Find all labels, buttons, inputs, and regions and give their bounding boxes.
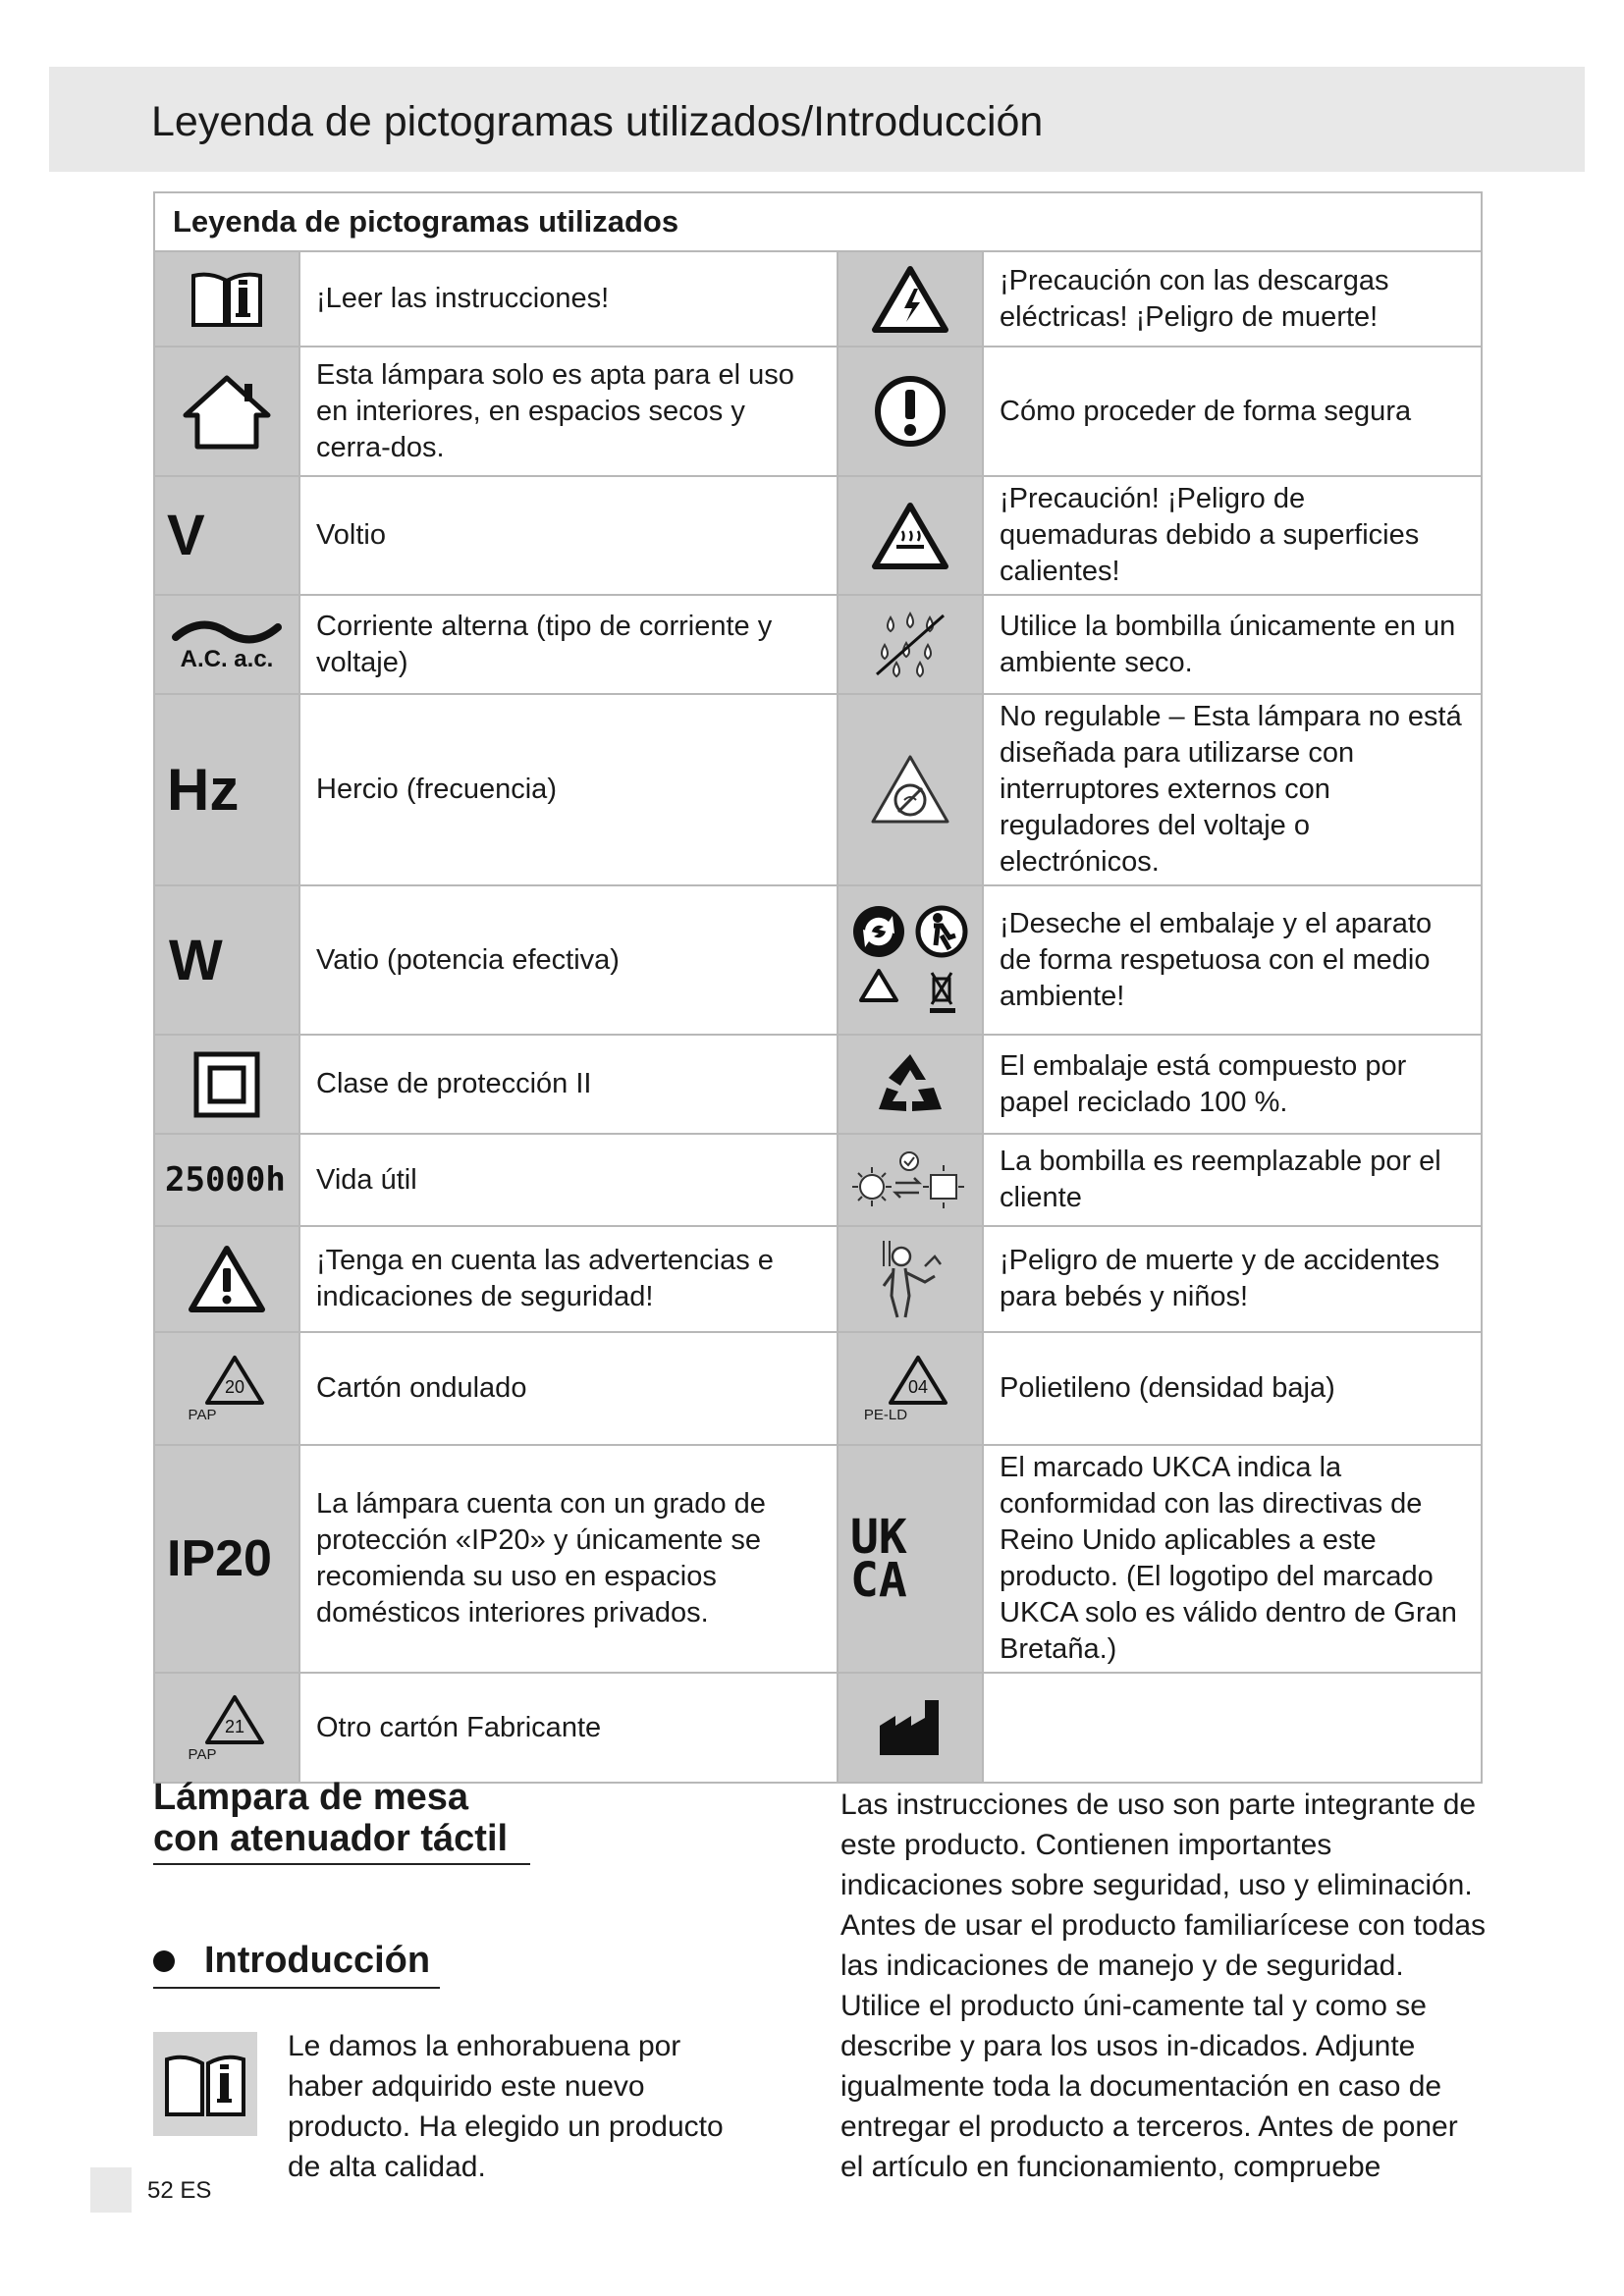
volt-glyph: V (167, 504, 205, 567)
legend-row (154, 1332, 1482, 1445)
legend-row (154, 1134, 1482, 1226)
intro-heading: Introducción (204, 1940, 431, 1981)
legend-text: Polietileno (densidad baja) (983, 1332, 1482, 1445)
legend-row (154, 1673, 1482, 1783)
legend-row (154, 1035, 1482, 1134)
exclamation-circle-icon (838, 347, 983, 476)
bullet-icon (153, 1950, 175, 1972)
lifetime-icon (154, 1134, 299, 1226)
legend-text: Corriente alterna (tipo de corriente y voltaje) (299, 595, 838, 694)
right-column-text: Las instrucciones de uso son parte integrante de este producto. Contienen importantes indicaciones sobre seguridad, uso y eliminación. Antes de usar el producto familiarícese con todas las indicaciones de manejo y de seguridad. Utilice el producto úni-camente tal y como se describe y para los usos in-dicados. Adjunte igualmente toda la documentación en caso de entregar el producto a terceros. Antes de poner el artículo en funcionamiento, compruebe (840, 1789, 1487, 2183)
recycle-04-peld-icon (838, 1332, 983, 1445)
legend-row (154, 694, 1482, 885)
legend-text: El embalaje está compuesto por papel reciclado 100 %. (983, 1035, 1482, 1134)
legend-row (154, 1445, 1482, 1673)
legend-row (154, 251, 1482, 347)
legend-text: Clase de protección II (299, 1035, 838, 1134)
legend-row (154, 347, 1482, 476)
legend-text: Utilice la bombilla únicamente en un ambiente seco. (983, 595, 1482, 694)
legend-text: Vida útil (299, 1134, 838, 1226)
legend-text: ¡Peligro de muerte y de accidentes para bebés y niños! (983, 1226, 1482, 1332)
page-number-value: 52 (147, 2177, 174, 2204)
dry-environment-icon (838, 595, 983, 694)
ukca-mark-icon (838, 1445, 983, 1673)
page-number (147, 2177, 211, 2205)
read-instructions-icon (153, 2032, 257, 2136)
product-title-line1: Lámpara de mesa (153, 1777, 469, 1818)
legend-row (154, 476, 1482, 595)
legend-text: Otro cartón Fabricante (299, 1673, 838, 1783)
legend-row (154, 885, 1482, 1035)
ukca-ca: CA (850, 1553, 907, 1608)
recycle-code: 04 (907, 1377, 929, 1397)
child-danger-icon (838, 1226, 983, 1332)
recycle-material: PE-LD (863, 1407, 908, 1423)
volt-icon (154, 476, 299, 595)
recycled-paper-icon (838, 1035, 983, 1134)
page-title: Leyenda de pictogramas utilizados/Introducción (151, 98, 1044, 145)
legend-row (154, 595, 1482, 694)
manufacturer-icon (838, 1673, 983, 1783)
lifetime-glyph: 25000h (165, 1160, 286, 1200)
ip20-glyph: IP20 (167, 1530, 272, 1587)
legend-text: ¡Precaución! ¡Peligro de quemaduras debido a superficies calientes! (983, 476, 1482, 595)
legend-text: ¡Deseche el embalaje y el aparato de forma respetuosa con el medio ambiente! (983, 885, 1482, 1035)
recycle-material: PAP (188, 1745, 217, 1763)
electric-shock-warning-icon (838, 251, 983, 347)
legend-text: ¡Precaución con las descargas eléctricas! ¡Peligro de muerte! (983, 251, 1482, 347)
legend-text: Voltio (299, 476, 838, 595)
watt-icon (154, 885, 299, 1035)
indoor-house-icon (154, 347, 299, 476)
legend-text: La bombilla es reemplazable por el cliente (983, 1134, 1482, 1226)
page-language: ES (180, 2177, 212, 2204)
recycle-20-pap-icon (154, 1332, 299, 1445)
legend-text: Cartón ondulado (299, 1332, 838, 1445)
ac-glyph: A.C. a.c. (180, 645, 274, 672)
not-dimmable-icon (838, 694, 983, 885)
legend-text: Cómo proceder de forma segura (983, 347, 1482, 476)
legend-text: No regulable – Esta lámpara no está diseñada para utilizarse con interruptores externos con reguladores del voltaje o electrónicos. (983, 694, 1482, 885)
legend-text: Esta lámpara solo es apta para el uso en interiores, en espacios secos y cerra-dos. (299, 347, 838, 476)
header-band (49, 67, 1585, 172)
warning-triangle-icon (154, 1226, 299, 1332)
protection-class-ii-icon (154, 1035, 299, 1134)
legend-text: El marcado UKCA indica la conformidad con las directivas de Reino Unido aplicables a este producto. (El logotipo del marcado UKCA solo es válido dentro de Gran Bretaña.) (983, 1445, 1482, 1673)
product-title-underline (153, 1863, 530, 1865)
recycle-material: PAP (188, 1407, 217, 1423)
alternating-current-icon (154, 595, 299, 694)
recycle-21-pap-icon (154, 1673, 299, 1783)
legend-title: Leyenda de pictogramas utilizados (154, 192, 1482, 251)
watt-glyph: W (169, 928, 223, 992)
product-title (153, 1777, 508, 1859)
intro-text: Le damos la enhorabuena por haber adquirido este nuevo producto. Ha elegido un producto de alta calidad. (288, 2030, 724, 2183)
hot-surface-warning-icon (838, 476, 983, 595)
legend-row (154, 1226, 1482, 1332)
page-marker (90, 2167, 132, 2213)
pictogram-legend-table (153, 191, 1483, 1784)
legend-text: ¡Tenga en cuenta las advertencias e indicaciones de seguridad! (299, 1226, 838, 1332)
product-title-line2: con atenuador táctil (153, 1818, 509, 1859)
read-instructions-icon (154, 251, 299, 347)
hertz-glyph: Hz (167, 757, 240, 823)
legend-text: La lámpara cuenta con un grado de protección «IP20» y únicamente se recomienda su uso en espacios domésticos interiores privados. (299, 1445, 838, 1673)
ip20-icon (154, 1445, 299, 1673)
recycling-disposal-icon (838, 885, 983, 1035)
legend-text: Vatio (potencia efectiva) (299, 885, 838, 1035)
recycle-code: 21 (224, 1716, 245, 1736)
intro-heading-underline (153, 1987, 440, 1989)
legend-text (983, 1673, 1482, 1783)
legend-text: ¡Leer las instrucciones! (299, 251, 838, 347)
recycle-code: 20 (224, 1377, 245, 1397)
ukca-uk: UK (850, 1510, 907, 1565)
replaceable-bulb-icon (838, 1134, 983, 1226)
legend-text: Hercio (frecuencia) (299, 694, 838, 885)
hertz-icon (154, 694, 299, 885)
